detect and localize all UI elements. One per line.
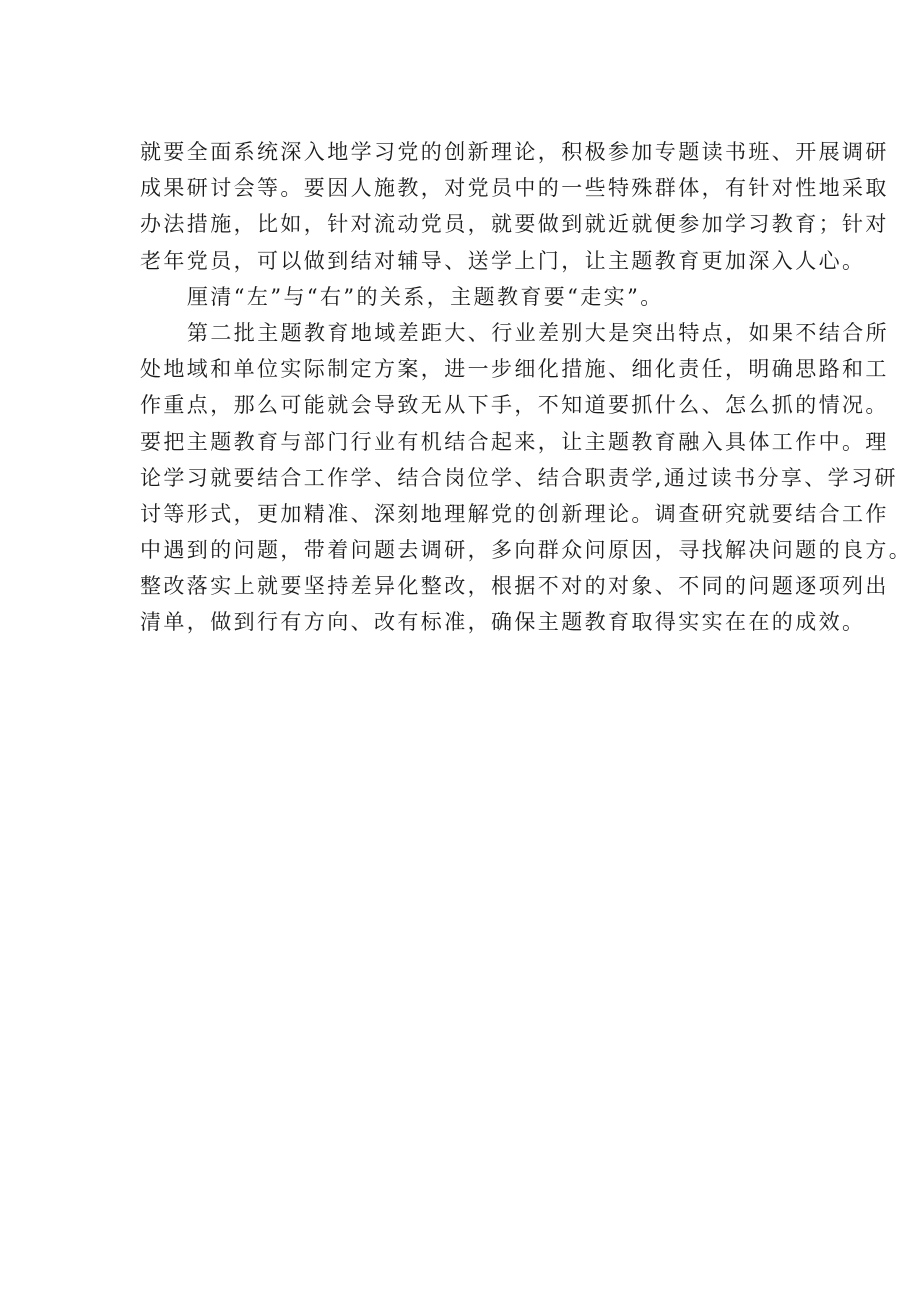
paragraph-line: 办法措施，比如，针对流动党员，就要做到就近就便参加学习教育；针对 — [140, 212, 889, 237]
paragraph-line: 作重点，那么可能就会导致无从下手，不知道要抓什么、怎么抓的情况。 — [140, 393, 889, 418]
paragraph-line: 处地域和单位实际制定方案，进一步细化措施、细化责任，明确思路和工 — [140, 357, 889, 382]
paragraph-line: 讨等形式，更加精准、深刻地理解党的创新理论。调查研究就要结合工作 — [140, 501, 889, 526]
paragraph-line: 就要全面系统深入地学习党的创新理论，积极参加专题读书班、开展调研 — [140, 140, 889, 164]
document-body — [140, 134, 913, 641]
paragraph-line: 要把主题教育与部门行业有机结合起来，让主题教育融入具体工作中。理 — [140, 429, 889, 454]
paragraph-line: 老年党员，可以做到结对辅导、送学上门，让主题教育更加深入人心。 — [140, 248, 866, 273]
paragraph-line: 清单，做到行有方向、改有标准，确保主题教育取得实实在在的成效。 — [140, 610, 866, 635]
paragraph-line: 中遇到的问题，带着问题去调研，多向群众问原因，寻找解决问题的良方。 — [140, 538, 913, 563]
paragraph-line: 第二批主题教育地域差距大、行业差别大是突出特点，如果不结合所 — [187, 320, 889, 345]
section-heading: 厘清“左”与“右”的关系，主题教育要“走实”。 — [187, 284, 664, 309]
paragraph-line: 成果研讨会等。要因人施教，对党员中的一些特殊群体，有针对性地采取 — [140, 176, 889, 201]
paragraph-line: 整改落实上就要坚持差异化整改，根据不对的对象、不同的问题逐项列出 — [140, 574, 889, 599]
paragraph-line: 论学习就要结合工作学、结合岗位学、结合职责学,通过读书分享、学习研 — [140, 465, 898, 490]
